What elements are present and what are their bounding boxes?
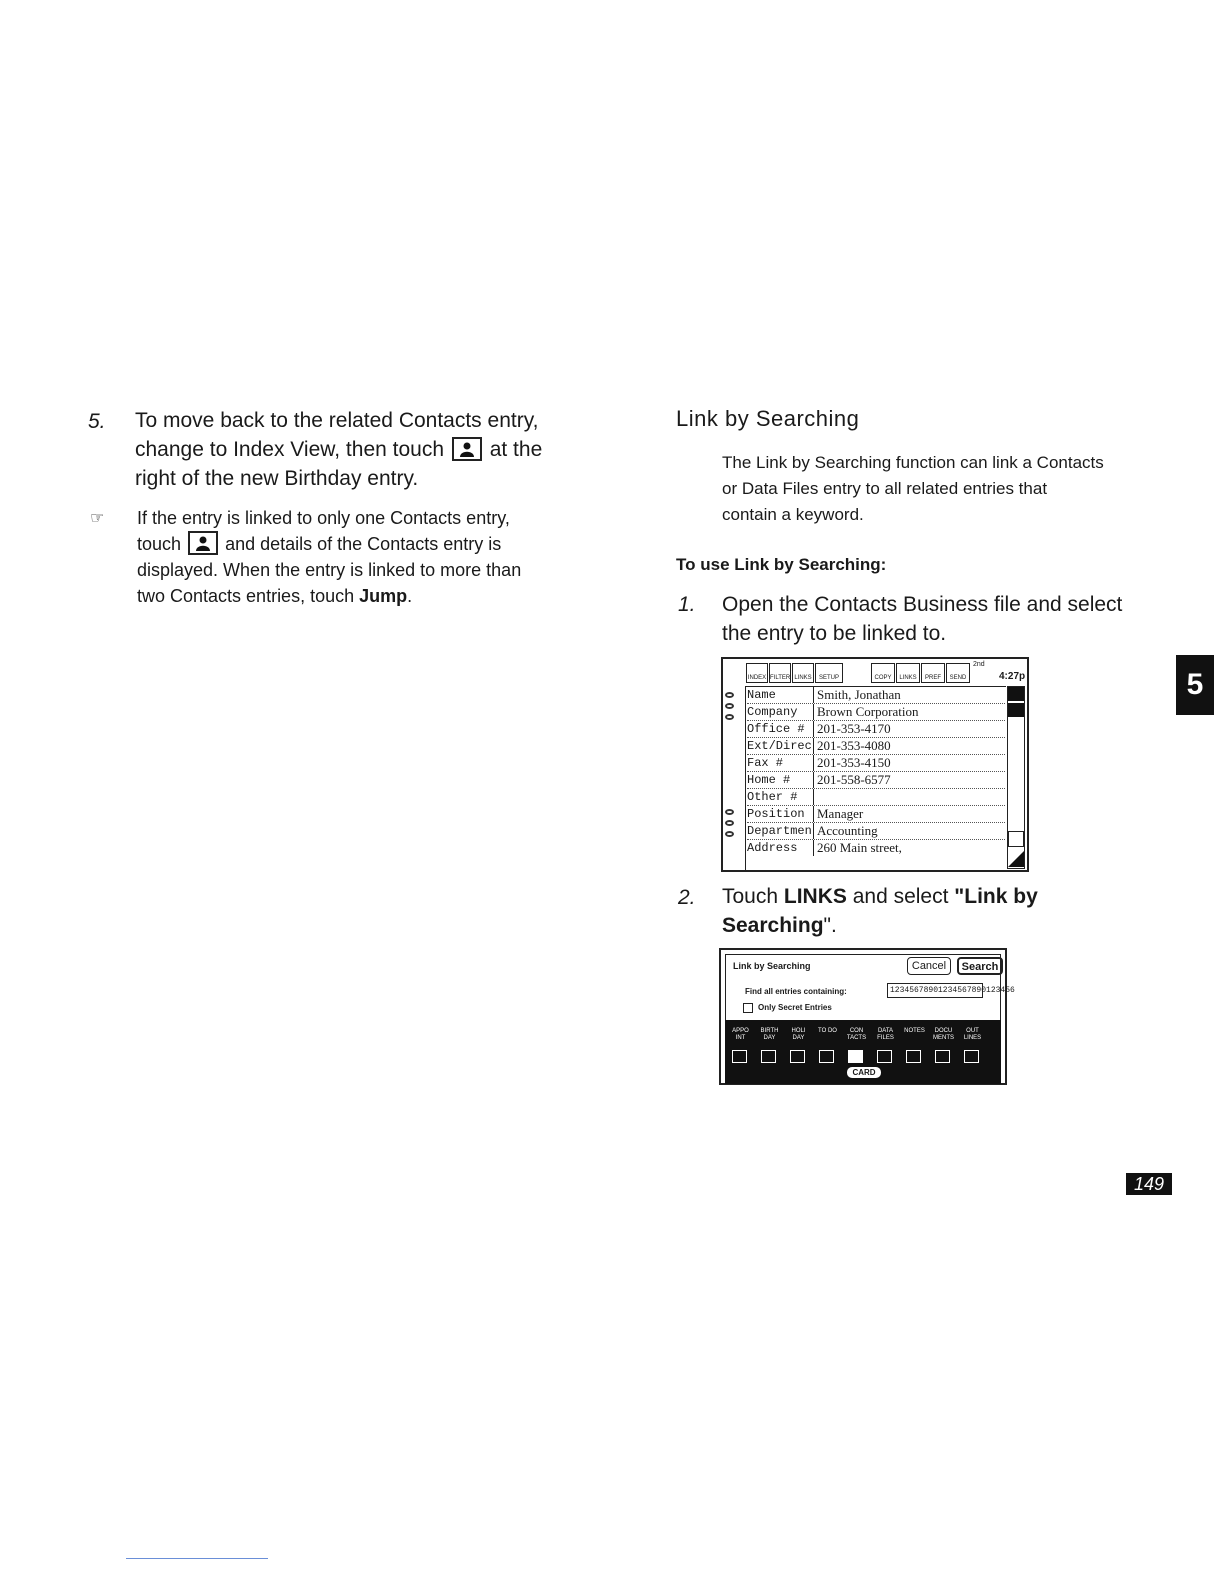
menu-item-label: "Link by	[954, 885, 1038, 908]
field-label: Office #	[747, 722, 805, 736]
appointment-tile[interactable]: APPO INT	[727, 1028, 754, 1066]
holiday-tile[interactable]: HOLI DAY	[785, 1028, 812, 1066]
field-row[interactable]	[747, 721, 1005, 738]
clock: 4:27p	[999, 671, 1026, 682]
step-number: 2.	[678, 886, 696, 909]
page-down-icon[interactable]	[1008, 851, 1024, 867]
links-button[interactable]: LINKS	[792, 663, 814, 683]
field-row[interactable]	[747, 738, 1005, 755]
find-label: Find all entries containing:	[745, 987, 847, 996]
field-row[interactable]	[747, 704, 1005, 721]
memo-icon[interactable]	[1008, 831, 1024, 847]
field-row[interactable]	[747, 687, 1005, 704]
field-label: Fax #	[747, 756, 784, 770]
copy-button[interactable]: COPY	[871, 663, 895, 683]
search-input[interactable]: 12345678901234567890123456	[887, 983, 983, 998]
note-text-part: two Contacts entries, touch	[137, 586, 355, 606]
index-button[interactable]: INDEX	[746, 663, 768, 683]
step-1-text	[722, 590, 1122, 648]
field-value: Smith, Jonathan	[813, 687, 901, 703]
jump-label: Jump	[359, 586, 408, 606]
section-heading: Link by Searching	[676, 406, 860, 431]
note-line: displayed. When the entry is linked to more than	[137, 560, 522, 580]
step-5-text	[135, 406, 575, 493]
field-label: Ext/Direc	[747, 739, 812, 753]
field-value	[813, 789, 817, 805]
pref-button[interactable]: PREF	[921, 663, 945, 683]
person-icon	[452, 437, 482, 461]
field-value: 201-353-4150	[813, 755, 891, 771]
field-label: Home #	[747, 773, 791, 787]
note-line: If the entry is linked to only one Contacts entry,	[137, 508, 510, 528]
field-row[interactable]	[747, 772, 1005, 789]
step-2-text-part: ".	[823, 914, 837, 937]
documents-tile[interactable]: DOCU MENTS	[930, 1028, 957, 1066]
field-value: 260 Main street,	[813, 840, 902, 856]
note-marker-icon: ☞	[90, 510, 105, 527]
link-search-dialog	[719, 948, 1015, 1085]
dialog-title: Link by Searching	[733, 961, 811, 971]
search-button[interactable]: Search	[957, 957, 1003, 975]
field-value: 201-353-4170	[813, 721, 891, 737]
card-icon[interactable]	[1008, 703, 1024, 717]
step-5-line: To move back to the related Contacts entry,	[135, 409, 539, 432]
outlines-tile[interactable]: OUT LINES	[959, 1028, 986, 1066]
card-button[interactable]: CARD	[846, 1066, 882, 1079]
todo-tile[interactable]: TO DO	[814, 1028, 841, 1066]
menu-item-label: Searching	[722, 914, 824, 937]
second-label: 2nd	[973, 661, 985, 668]
contacts-tile[interactable]: CON TACTS	[843, 1028, 870, 1066]
step-2-text	[722, 882, 1062, 940]
page-number: 149	[1126, 1173, 1172, 1195]
field-row[interactable]	[747, 806, 1005, 823]
field-row[interactable]	[747, 755, 1005, 772]
step-2-text-part: and select	[846, 885, 955, 908]
footer-rule	[126, 1558, 268, 1559]
note-text-part: .	[407, 586, 413, 606]
field-label: Other #	[747, 790, 798, 804]
binder-ring	[725, 692, 734, 698]
field-label: Departmen	[747, 824, 812, 838]
procedure-heading: To use Link by Searching:	[676, 555, 887, 574]
step-number: 5.	[88, 410, 106, 433]
setup-button[interactable]: SETUP	[815, 663, 843, 683]
links-label: LINKS	[783, 885, 847, 908]
field-label: Position	[747, 807, 805, 821]
intro-paragraph	[722, 450, 1104, 528]
field-label: Name	[747, 688, 776, 702]
filter-button[interactable]: FILTER	[769, 663, 791, 683]
note-text-part: touch	[137, 534, 182, 554]
field-value: 201-558-6577	[813, 772, 891, 788]
contacts-entry-screen	[721, 657, 1029, 872]
field-row[interactable]	[747, 823, 1005, 840]
step-5-text-part: at the	[489, 438, 543, 461]
step-2-text-part: Touch	[722, 885, 784, 908]
field-row[interactable]	[747, 840, 1005, 856]
step-1-line: Open the Contacts Business file and select	[722, 593, 1123, 616]
chapter-tab: 5	[1176, 655, 1214, 715]
secret-label: Only Secret Entries	[758, 1003, 832, 1012]
field-label: Company	[747, 705, 798, 719]
step-number: 1.	[678, 593, 696, 616]
send-button[interactable]: SEND	[946, 663, 970, 683]
notes-tile[interactable]: NOTES	[901, 1028, 928, 1066]
note-line	[137, 531, 577, 557]
step-5-line: right of the new Birthday entry.	[135, 467, 419, 490]
field-value: Brown Corporation	[813, 704, 918, 720]
field-value: Manager	[813, 806, 863, 822]
binder-ring	[725, 809, 734, 815]
birthday-tile[interactable]: BIRTH DAY	[756, 1028, 783, 1066]
field-value: 201-353-4080	[813, 738, 891, 754]
link-icon[interactable]	[1008, 687, 1024, 701]
note-text-part: and details of the Contacts entry is	[225, 534, 502, 554]
person-icon	[188, 531, 218, 555]
binder-ring	[725, 831, 734, 837]
step-5-text-part: change to Index View, then touch	[135, 438, 445, 461]
step-1-line: the entry to be linked to.	[722, 622, 947, 645]
binder-ring	[725, 714, 734, 720]
note-text	[137, 505, 577, 609]
cancel-button[interactable]: Cancel	[907, 957, 951, 975]
note-line	[137, 583, 577, 609]
step-5-line	[135, 435, 575, 464]
intro-line: The Link by Searching function can link a Contacts	[722, 453, 1104, 472]
field-label: Address	[747, 841, 798, 855]
binder-ring	[725, 820, 734, 826]
intro-line: contain a keyword.	[722, 505, 864, 524]
links-menu-button[interactable]: LINKS	[896, 663, 920, 683]
data-files-tile[interactable]: DATA FILES	[872, 1028, 899, 1066]
binder-ring	[725, 703, 734, 709]
field-value: Accounting	[813, 823, 878, 839]
secret-checkbox[interactable]	[743, 1003, 753, 1013]
field-row[interactable]	[747, 789, 1005, 806]
intro-line: or Data Files entry to all related entries that	[722, 479, 1048, 498]
